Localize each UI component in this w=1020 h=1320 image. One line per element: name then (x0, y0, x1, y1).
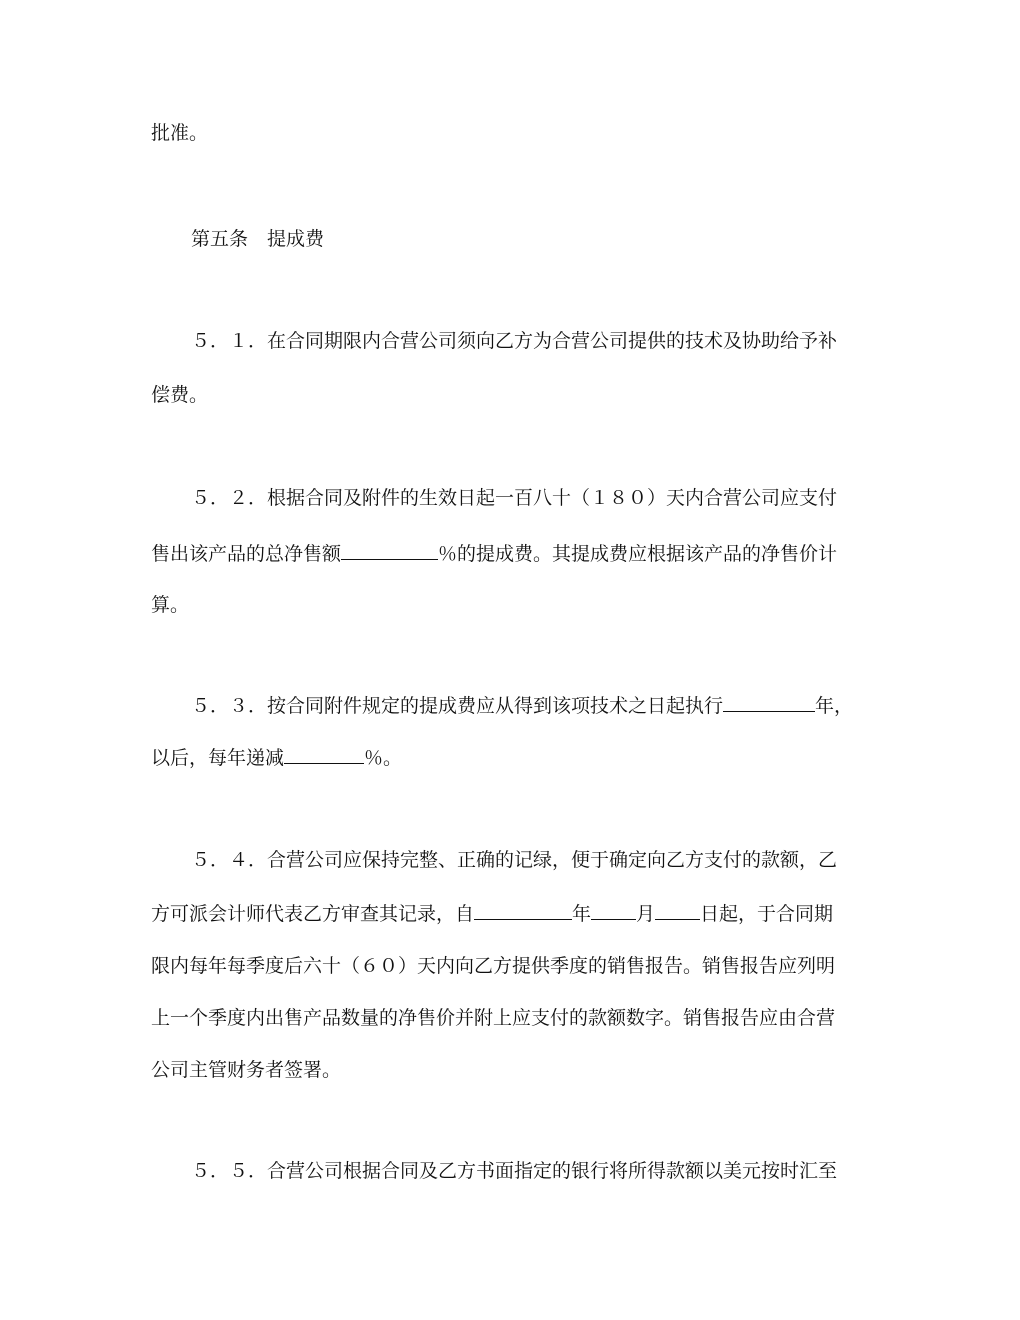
clause-5-5-line-1: ５．５．合营公司根据合同及乙方书面指定的银行将所得款额以美元按时汇至 (191, 1160, 838, 1182)
clause-5-2-line-3: 算。 (151, 594, 190, 616)
decrease-percent-blank[interactable] (284, 745, 364, 764)
day-blank[interactable] (655, 901, 700, 920)
section-heading: 第五条 提成费 (191, 228, 325, 250)
year-blank[interactable] (474, 901, 572, 920)
percent-blank[interactable] (341, 541, 438, 560)
clause-5-4-line-1: ５．４．合营公司应保持完整、正确的记绿，便于确定向乙方支付的款额，乙 (191, 849, 838, 871)
clause-5-4-line-2: 方可派会计师代表乙方审查其记录，自 年 月 日起，于合同期 (151, 903, 834, 925)
clause-5-2-line-1: ５．２．根据合同及附件的生效日起一百八十（１８０）天内合营公司应支付 (191, 487, 838, 509)
month-blank[interactable] (591, 901, 636, 920)
text-line: 批准。 (151, 122, 209, 144)
clause-5-3-line-2: 以后，每年递减 ％。 (151, 747, 403, 769)
clause-5-4-line-3: 限内每年每季度后六十（６０）天内向乙方提供季度的销售报告。销售报告应列明 (151, 955, 836, 977)
clause-5-4-line-4: 上一个季度内出售产品数量的净售价并附上应支付的款额数字。销售报告应由合营 (151, 1007, 836, 1029)
clause-5-3-line-1: ５．３．按合同附件规定的提成费应从得到该项技术之日起执行 年， (191, 695, 854, 717)
years-blank[interactable] (723, 693, 815, 712)
clause-5-1-line-2: 偿费。 (151, 384, 209, 406)
clause-5-4-line-5: 公司主管财务者签署。 (151, 1059, 342, 1081)
clause-5-1-line-1: ５．１．在合同期限内合营公司须向乙方为合营公司提供的技术及协助给予补 (191, 330, 838, 352)
clause-5-2-line-2: 售出该产品的总净售额 ％的提成费。其提成费应根据该产品的净售价计 (151, 543, 838, 565)
